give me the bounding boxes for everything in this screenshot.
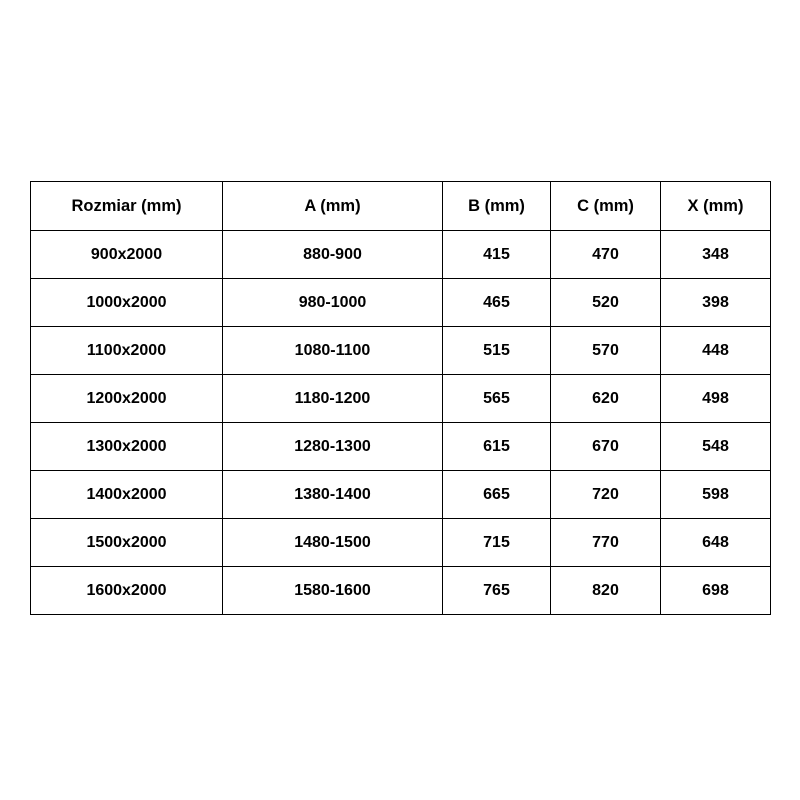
cell-c: 620: [551, 375, 661, 423]
cell-rozmiar: 1000x2000: [31, 279, 223, 327]
table-row: [31, 567, 771, 615]
cell-rozmiar: 1100x2000: [31, 327, 223, 375]
cell-c: 470: [551, 231, 661, 279]
cell-rozmiar: 1200x2000: [31, 375, 223, 423]
column-header-x: X (mm): [661, 182, 771, 231]
spec-table-container: [30, 181, 770, 615]
cell-a: 1280-1300: [223, 423, 443, 471]
cell-b: 715: [443, 519, 551, 567]
cell-x: 448: [661, 327, 771, 375]
cell-c: 670: [551, 423, 661, 471]
cell-a: 980-1000: [223, 279, 443, 327]
table-header-row: [31, 182, 771, 231]
column-header-a: A (mm): [223, 182, 443, 231]
table-row: [31, 231, 771, 279]
table-row: [31, 375, 771, 423]
column-header-rozmiar: Rozmiar (mm): [31, 182, 223, 231]
cell-c: 520: [551, 279, 661, 327]
cell-b: 465: [443, 279, 551, 327]
cell-rozmiar: 1500x2000: [31, 519, 223, 567]
cell-rozmiar: 900x2000: [31, 231, 223, 279]
cell-c: 820: [551, 567, 661, 615]
table-row: [31, 471, 771, 519]
cell-x: 698: [661, 567, 771, 615]
cell-a: 1580-1600: [223, 567, 443, 615]
table-row: [31, 327, 771, 375]
cell-x: 398: [661, 279, 771, 327]
cell-b: 615: [443, 423, 551, 471]
cell-a: 1380-1400: [223, 471, 443, 519]
cell-c: 770: [551, 519, 661, 567]
cell-a: 1080-1100: [223, 327, 443, 375]
table-row: [31, 423, 771, 471]
cell-x: 498: [661, 375, 771, 423]
cell-b: 765: [443, 567, 551, 615]
cell-x: 598: [661, 471, 771, 519]
cell-x: 548: [661, 423, 771, 471]
cell-a: 880-900: [223, 231, 443, 279]
cell-rozmiar: 1400x2000: [31, 471, 223, 519]
cell-c: 570: [551, 327, 661, 375]
dimensions-table: [30, 181, 771, 615]
cell-rozmiar: 1300x2000: [31, 423, 223, 471]
cell-b: 415: [443, 231, 551, 279]
cell-a: 1480-1500: [223, 519, 443, 567]
cell-rozmiar: 1600x2000: [31, 567, 223, 615]
cell-x: 648: [661, 519, 771, 567]
cell-b: 515: [443, 327, 551, 375]
column-header-b: B (mm): [443, 182, 551, 231]
column-header-c: C (mm): [551, 182, 661, 231]
cell-a: 1180-1200: [223, 375, 443, 423]
cell-c: 720: [551, 471, 661, 519]
table-row: [31, 519, 771, 567]
cell-x: 348: [661, 231, 771, 279]
cell-b: 665: [443, 471, 551, 519]
table-row: [31, 279, 771, 327]
cell-b: 565: [443, 375, 551, 423]
